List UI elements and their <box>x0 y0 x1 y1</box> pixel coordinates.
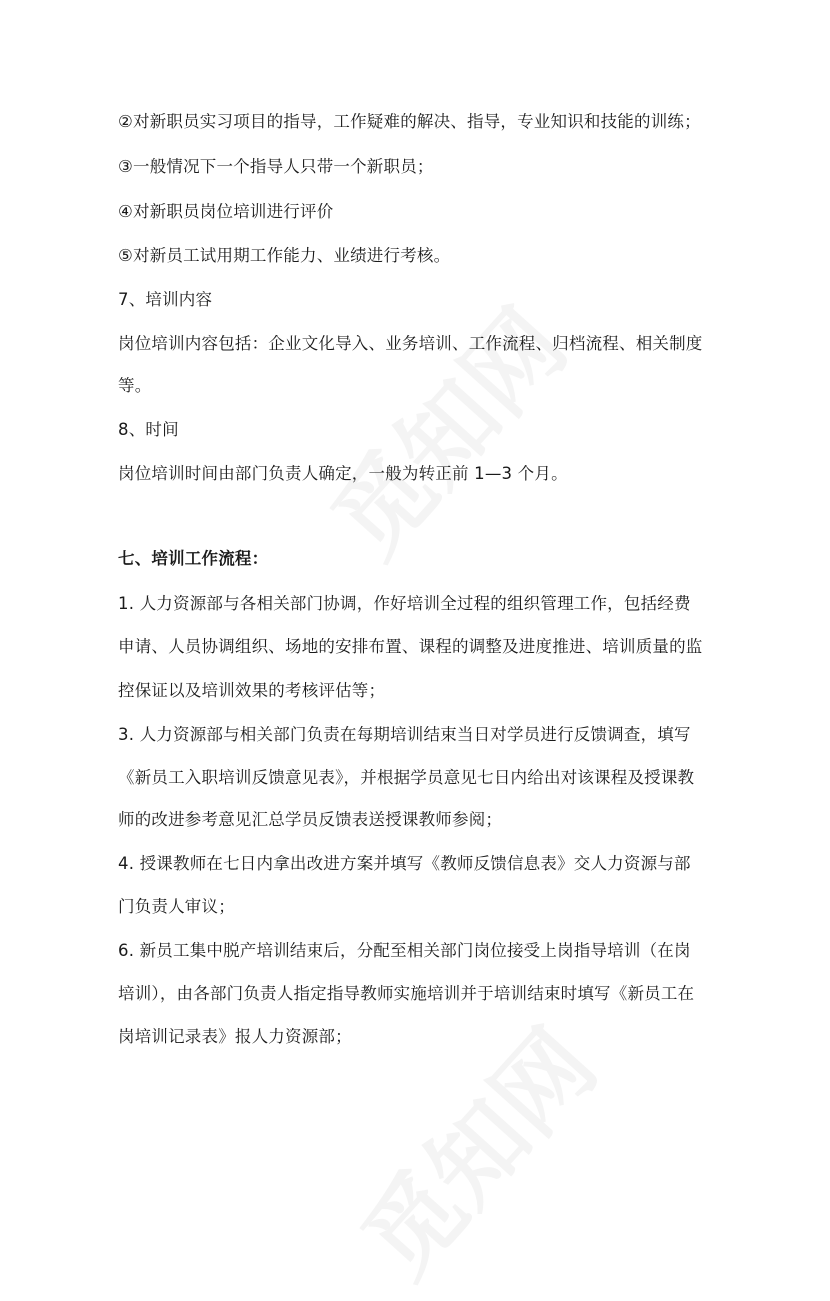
text-line: 门负责人审议； <box>118 897 235 916</box>
text-line: 1. 人力资源部与各相关部门协调，作好培训全过程的组织管理工作，包括经费 <box>118 594 691 613</box>
text-line: 《新员工入职培训反馈意见表》，并根据学员意见七日内给出对该课程及授课教 <box>118 768 695 787</box>
text-line: 岗培训记录表》报人力资源部； <box>118 1027 352 1046</box>
text-line: ②对新职员实习项目的指导，工作疑难的解决、指导，专业知识和技能的训练； <box>118 112 701 131</box>
text-line: ④对新职员岗位培训进行评价 <box>118 202 334 221</box>
text-line: 控保证以及培训效果的考核评估等； <box>118 681 386 700</box>
text-line: 3. 人力资源部与相关部门负责在每期培训结束当日对学员进行反馈调查，填写 <box>118 725 691 744</box>
watermark-bottom <box>327 996 622 1301</box>
text-line: 申请、人员协调组织、场地的安排布置、课程的调整及进度推进、培训质量的监 <box>118 637 703 656</box>
text-line: ⑤对新员工试用期工作能力、业绩进行考核。 <box>118 246 451 265</box>
chapter-heading: 七、培训工作流程： <box>118 549 269 568</box>
text-line: 岗位培训内容包括：企业文化导入、业务培训、工作流程、归档流程、相关制度 <box>118 334 703 353</box>
text-line: 培训），由各部门负责人指定指导教师实施培训并于培训结束时填写《新员工在 <box>118 984 695 1003</box>
section-heading-8: 8、时间 <box>118 420 179 439</box>
watermark <box>297 276 592 582</box>
text-line: 6. 新员工集中脱产培训结束后，分配至相关部门岗位接受上岗指导培训（在岗 <box>118 941 691 960</box>
text-line: ③一般情况下一个指导人只带一个新职员； <box>118 157 434 176</box>
section-heading-7: 7、培训内容 <box>118 290 213 309</box>
text-line: 岗位培训时间由部门负责人确定，一般为转正前 1—3 个月。 <box>118 464 568 483</box>
text-line: 4. 授课教师在七日内拿出改进方案并填写《教师反馈信息表》交人力资源与部 <box>118 854 691 873</box>
text-line: 等。 <box>118 376 152 395</box>
text-line: 师的改进参考意见汇总学员反馈表送授课教师参阅； <box>118 810 503 829</box>
